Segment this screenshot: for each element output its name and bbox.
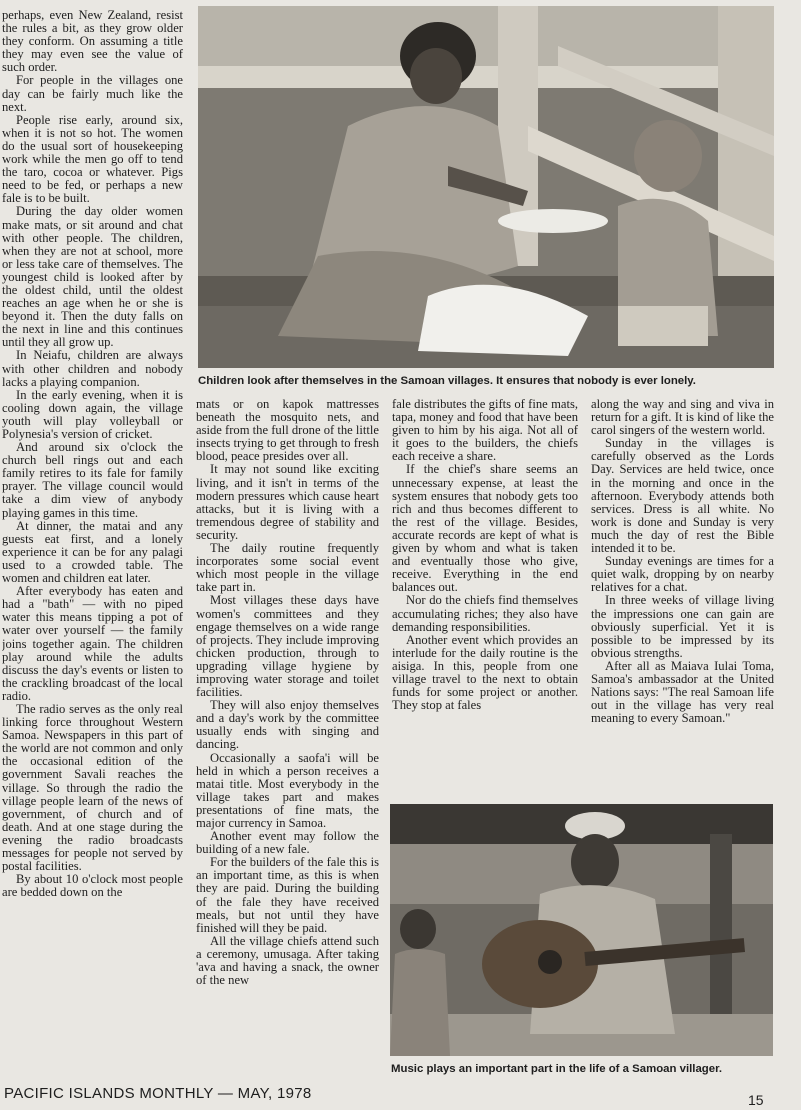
- paragraph: In Neiafu, children are always with other children and nobody lacks a playing companion.: [2, 348, 183, 389]
- page-number: 15: [748, 1092, 764, 1108]
- text-column-2: [196, 398, 379, 1078]
- paragraph: along the way and sing and viva in return for a gift. It is kind of like the carol singers of the western world.: [591, 398, 774, 438]
- text-column-4: [591, 398, 774, 800]
- paragraph: If the chief's share seems an unnecessary expense, at least the system ensures that nobody gets too rich and thus becomes different to the rest of the village. Besides, accurate records are kept of what is given by whom and what is taken and eventually those who give, receive. Everything in the end balances out.: [392, 462, 578, 595]
- paragraph: Sunday evenings are times for a quiet walk, dropping by on nearby relatives for a chat.: [591, 554, 774, 595]
- paragraph: It may not sound like exciting living, and it isn't in terms of the modern pressures which cause heart attacks, but it is living with a tremendous degree of stability and security.: [196, 462, 379, 542]
- paragraph: Sunday in the villages is carefully observed as the Lords Day. Services are held twice, once in the morning and once in the afternoon. Everybody attends both services. Dress is all white. No work is done and Sunday is very much the day of rest the Bible intended it to be.: [591, 436, 774, 556]
- footer-magazine-title: PACIFIC ISLANDS MONTHLY — MAY, 1978: [4, 1085, 312, 1102]
- paragraph: perhaps, even New Zealand, resist the rules a bit, as they grow older they conform. On assuming a title they may even see the value of such order.: [2, 9, 183, 75]
- paragraph: fale distributes the gifts of fine mats, tapa, money and food that have been given to him by his aiga. Not all of it goes to the builders, the chiefs each receive a share.: [392, 398, 578, 464]
- photo-caption-children: Children look after themselves in the Samoan villages. It ensures that nobody is ever lonely.: [198, 375, 696, 387]
- paragraph: All the village chiefs attend such a ceremony, umusaga. After taking 'ava and having a snack, the owner of the new: [196, 933, 379, 988]
- paragraph: Another event which provides an interlude for the daily routine is the aisiga. In this, people from one village travel to the next to obtain funds for some project or another. They stop at fales: [392, 632, 578, 713]
- paragraph: Another event may follow the building of a new fale.: [196, 829, 379, 857]
- text-column-1: [2, 9, 183, 1077]
- paragraph: In three weeks of village living the impressions one can gain are obviously superficial. Yet it is possible to be impressed by its obvious strengths.: [591, 593, 774, 660]
- paragraph: At dinner, the matai and any guests eat first, and a lonely experience it can be for any palagi used to a crowded table. The women and children eat later.: [2, 518, 183, 586]
- paragraph: The radio serves as the only real linking force throughout Western Samoa. Newspapers in this part of the world are not common and only the occasional edition of the government Savali reaches the village. So through the radio the village people learn of the news of government, of church and of death. And at one stage during the evening the radio broadcasts messages for people not served by postal facilities.: [2, 701, 183, 874]
- text-column-3: [392, 398, 578, 800]
- paragraph: The daily routine frequently incorporates some social event which most people in the village take part in.: [196, 541, 379, 595]
- paragraph: They will also enjoy themselves and a day's work by the committee usually ends with singing and dancing.: [196, 698, 379, 752]
- paragraph: During the day older women make mats, or sit around and chat with other people. The children, when they are not at school, more or less take care of themselves. The youngest child is looked after by the oldest child, until the oldest reaches an age when he or she is beyond it. Then the duty falls on the next in line and this continues until they all grow up.: [2, 204, 183, 350]
- paragraph: Most villages these days have women's committees and they engage themselves on a wide range of projects. They include improving chicken production, through to upgrading village hygiene by improving water storage and toilet facilities.: [196, 593, 379, 700]
- paragraph: Nor do the chiefs find themselves accumulating riches; they also have demanding responsibilities.: [392, 593, 578, 634]
- photo-children-eating: [198, 6, 774, 368]
- paragraph: People rise early, around six, when it is not so hot. The women do the usual sort of housekeeping work while the men go off to tend the taro, cocoa or whatever. Pigs need to be fed, or perhaps a new fale is to be built.: [2, 112, 183, 206]
- paragraph: And around six o'clock the church bell rings out and each family retires to its fale for family prayer. The village council would take a dim view of anybody playing games in this time.: [2, 440, 183, 520]
- photo-caption-music: Music plays an important part in the life of a Samoan villager.: [391, 1063, 723, 1075]
- paragraph: After everybody has eaten and had a "bath" — with no piped water this means tipping a pot of water over yourself — the family joins together again. The children play around while the adults discuss the day's events or listen to the crackling broadcast of the local radio.: [2, 584, 183, 703]
- paragraph: mats or on kapok mattresses beneath the mosquito nets, and aside from the full drone of the little insects trying to get through to fresh blood, peace presides over all.: [196, 398, 379, 464]
- paragraph: For people in the villages one day can be fairly much like the next.: [2, 73, 183, 114]
- paragraph: In the early evening, when it is cooling down again, the village youth will play volleyball or Polynesia's version of cricket.: [2, 387, 183, 441]
- paragraph: Occasionally a saofa'i will be held in which a person receives a matai title. Most everybody in the village takes part and makes presentations of fine mats, the major currency in Samoa.: [196, 750, 379, 830]
- paragraph: By about 10 o'clock most people are bedded down on the: [2, 872, 183, 900]
- paragraph: After all as Maiava Iulai Toma, Samoa's ambassador at the United Nations says: "The real Samoan life out in the village has very real meaning to every Samoan.": [591, 658, 774, 726]
- photo-guitar-player: [390, 804, 773, 1056]
- paragraph: For the builders of the fale this is an important time, as this is when they are paid. During the building of the fale they have received meals, but not until they have finished will they be paid.: [196, 855, 379, 935]
